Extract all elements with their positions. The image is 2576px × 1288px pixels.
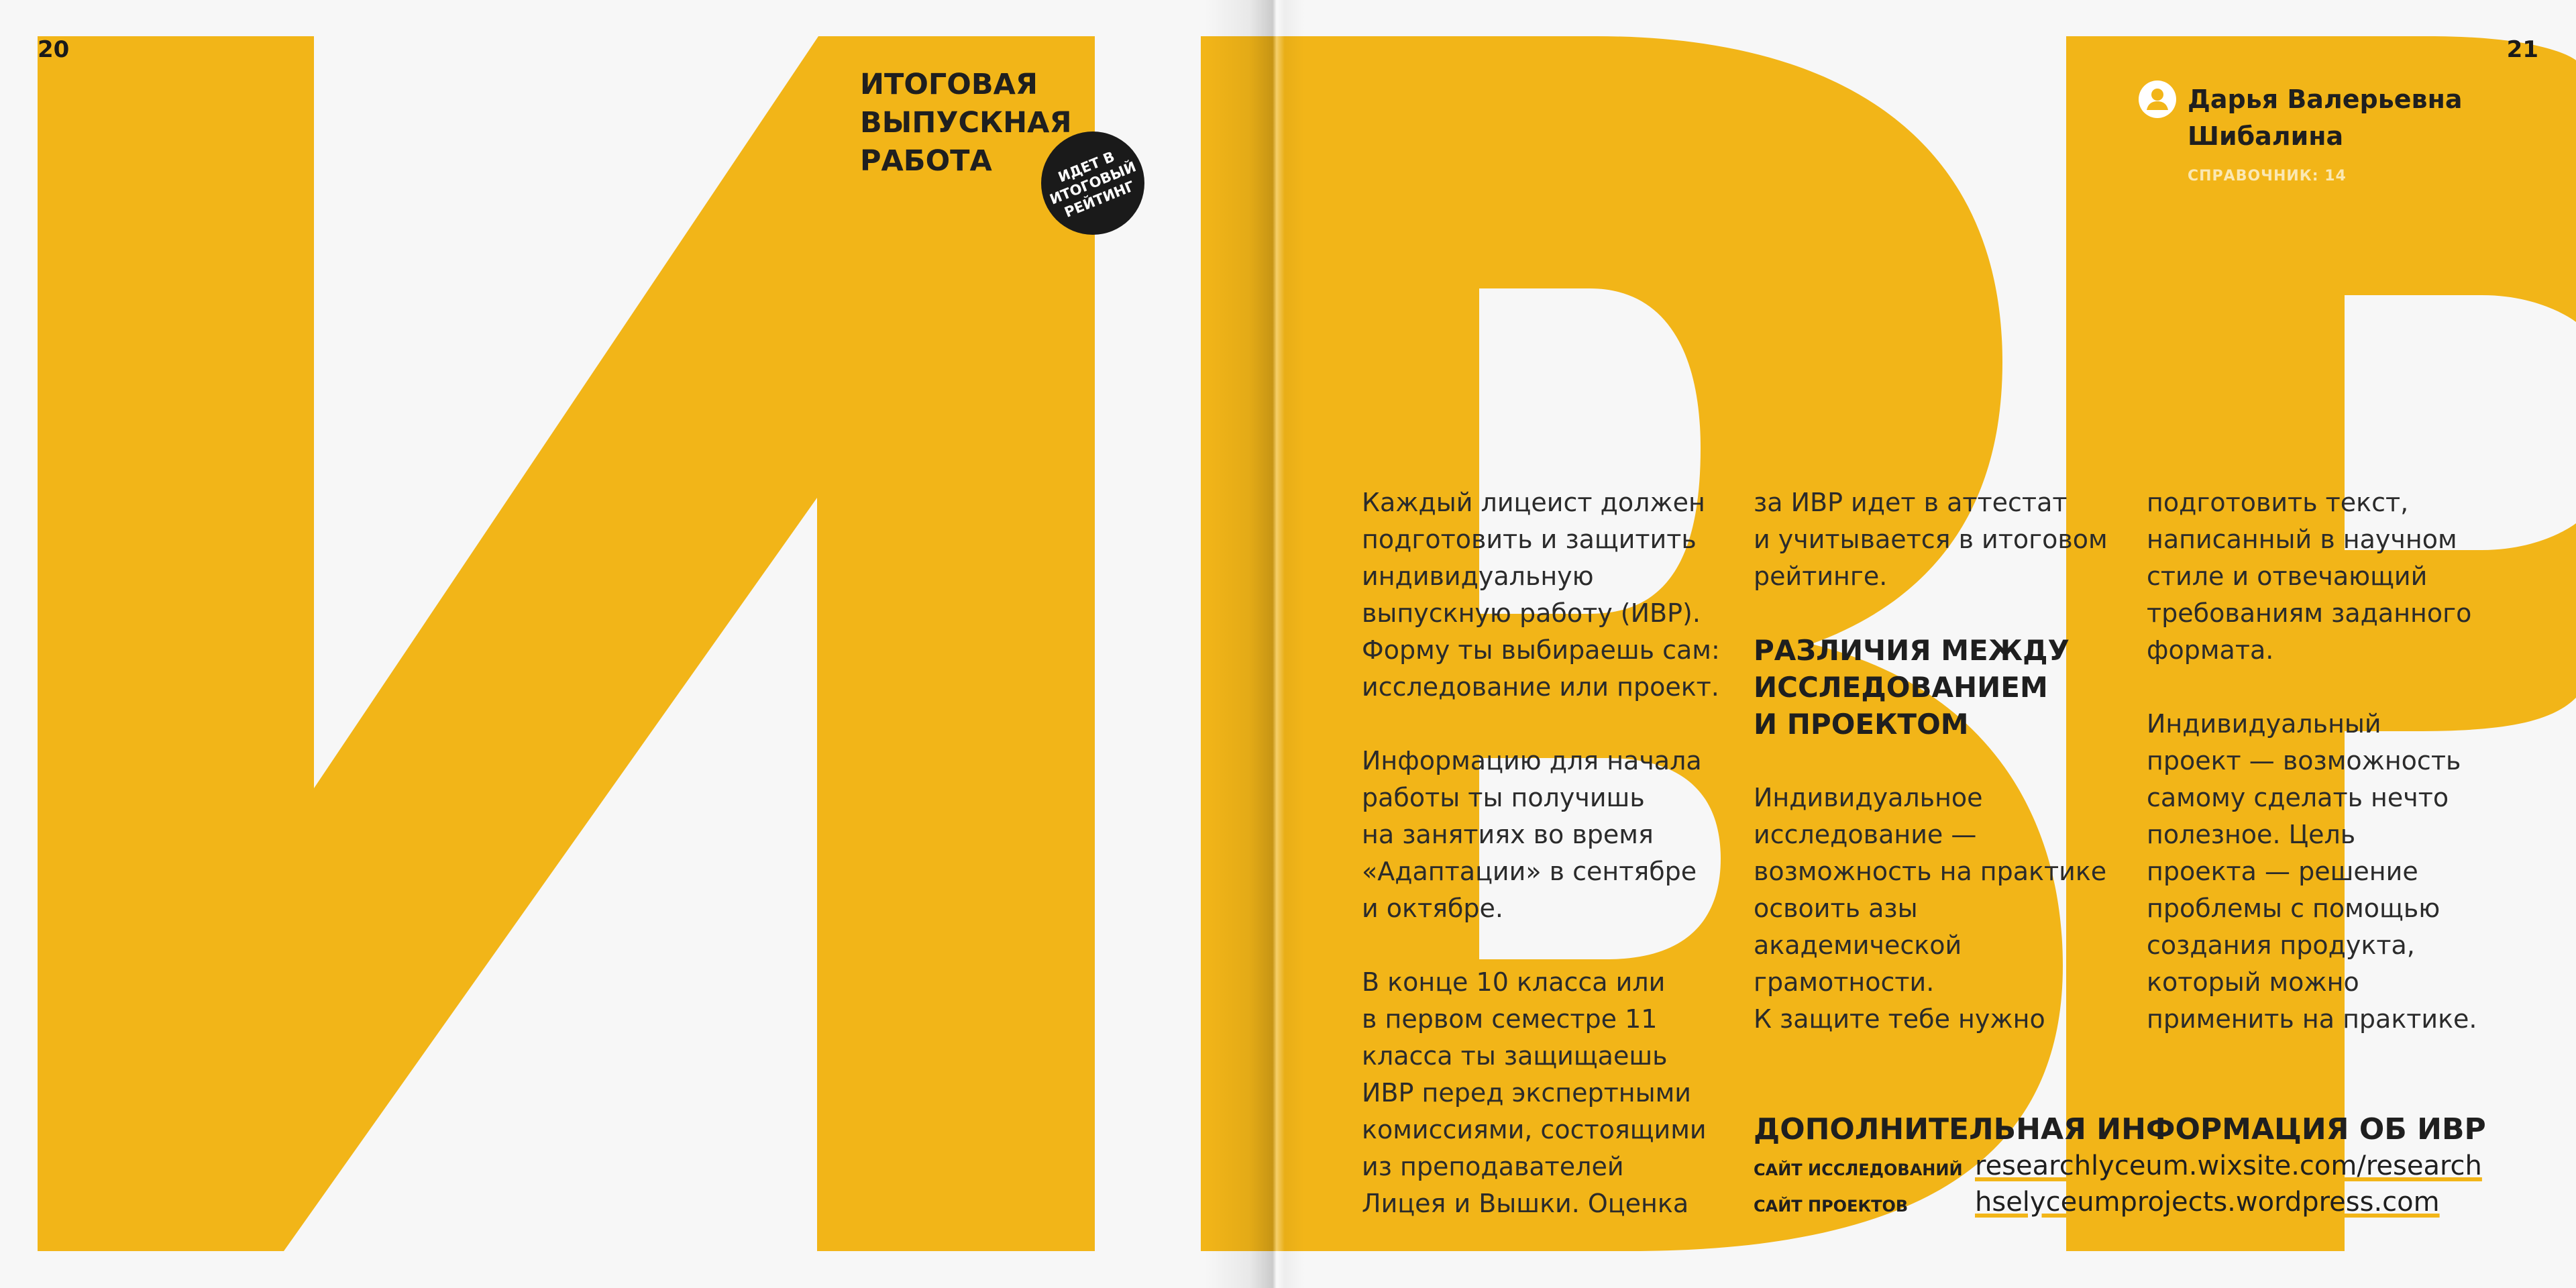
- paragraph: Информацию для начала работы ты получишь на занятиях во время «Адаптации» в сентябре и октябре.: [1362, 746, 1702, 923]
- paragraph: подготовить текст, написанный в научном стиле и отвечающий требованиям заданного формата.: [2147, 488, 2472, 665]
- research-site-label: САЙТ ИССЛЕДОВАНИЙ: [1754, 1161, 1963, 1179]
- research-site-link[interactable]: researchlyceum.wixsite.com/research: [1975, 1150, 2482, 1181]
- user-icon: [2139, 80, 2176, 118]
- author-reference: СПРАВОЧНИК: 14: [2188, 168, 2347, 184]
- text-column-1: [1362, 484, 1758, 1259]
- paragraph: Индивидуальное исследование — возможность на практике освоить азы академической грамотности. К защите тебе нужно: [1754, 783, 2107, 1034]
- link-row: [1754, 1185, 2545, 1221]
- text-column-3: [2147, 484, 2542, 1075]
- letter-i-shape: [38, 36, 1095, 1251]
- extra-info-block: [1754, 1111, 2545, 1221]
- page-number-right: 21: [2506, 36, 2538, 63]
- section-title-text: ИТОГОВАЯ ВЫПУСКНАЯ РАБОТА: [860, 68, 1072, 178]
- projects-site-link[interactable]: hselyceumprojects.wordpress.com: [1975, 1187, 2440, 1218]
- link-row: [1754, 1148, 2545, 1185]
- text-column-2: [1754, 484, 2149, 1075]
- section-title: [860, 66, 1072, 180]
- author-name: Дарья Валерьевна Шибалина: [2188, 85, 2463, 151]
- paragraph: В конце 10 класса или в первом семестре 11 класса ты защищаешь ИВР перед экспертными комиссиями, состоящими из преподавателей Лицея и Вышки. Оценка: [1362, 967, 1707, 1218]
- projects-site-label: САЙТ ПРОЕКТОВ: [1754, 1197, 1909, 1216]
- differences-heading: РАЗЛИЧИЯ МЕЖДУ ИССЛЕДОВАНИЕМ И ПРОЕКТОМ: [1754, 634, 2070, 741]
- rating-badge: [1041, 131, 1144, 235]
- paragraph: за ИВР идет в аттестат и учитывается в итоговом рейтинге.: [1754, 488, 2108, 591]
- paragraph: Каждый лицеист должен подготовить и защитить индивидуальную выпускную работу (ИВР). Форму ты выбираешь сам: исследование или проект.: [1362, 488, 1720, 702]
- rating-badge-text: ИДЕТ В ИТОГОВЫЙ РЕЙТИНГ: [1047, 148, 1138, 221]
- page-number-left: 20: [38, 36, 70, 63]
- paragraph: Индивидуальный проект — возможность самому сделать нечто полезное. Цель проекта — решение проблемы с помощью создания продукта, который можно применить на практике.: [2147, 709, 2477, 1034]
- page-gutter-shadow: [1204, 0, 1305, 1288]
- extra-info-title: ДОПОЛНИТЕЛЬНАЯ ИНФОРМАЦИЯ ОБ ИВР: [1754, 1112, 2486, 1146]
